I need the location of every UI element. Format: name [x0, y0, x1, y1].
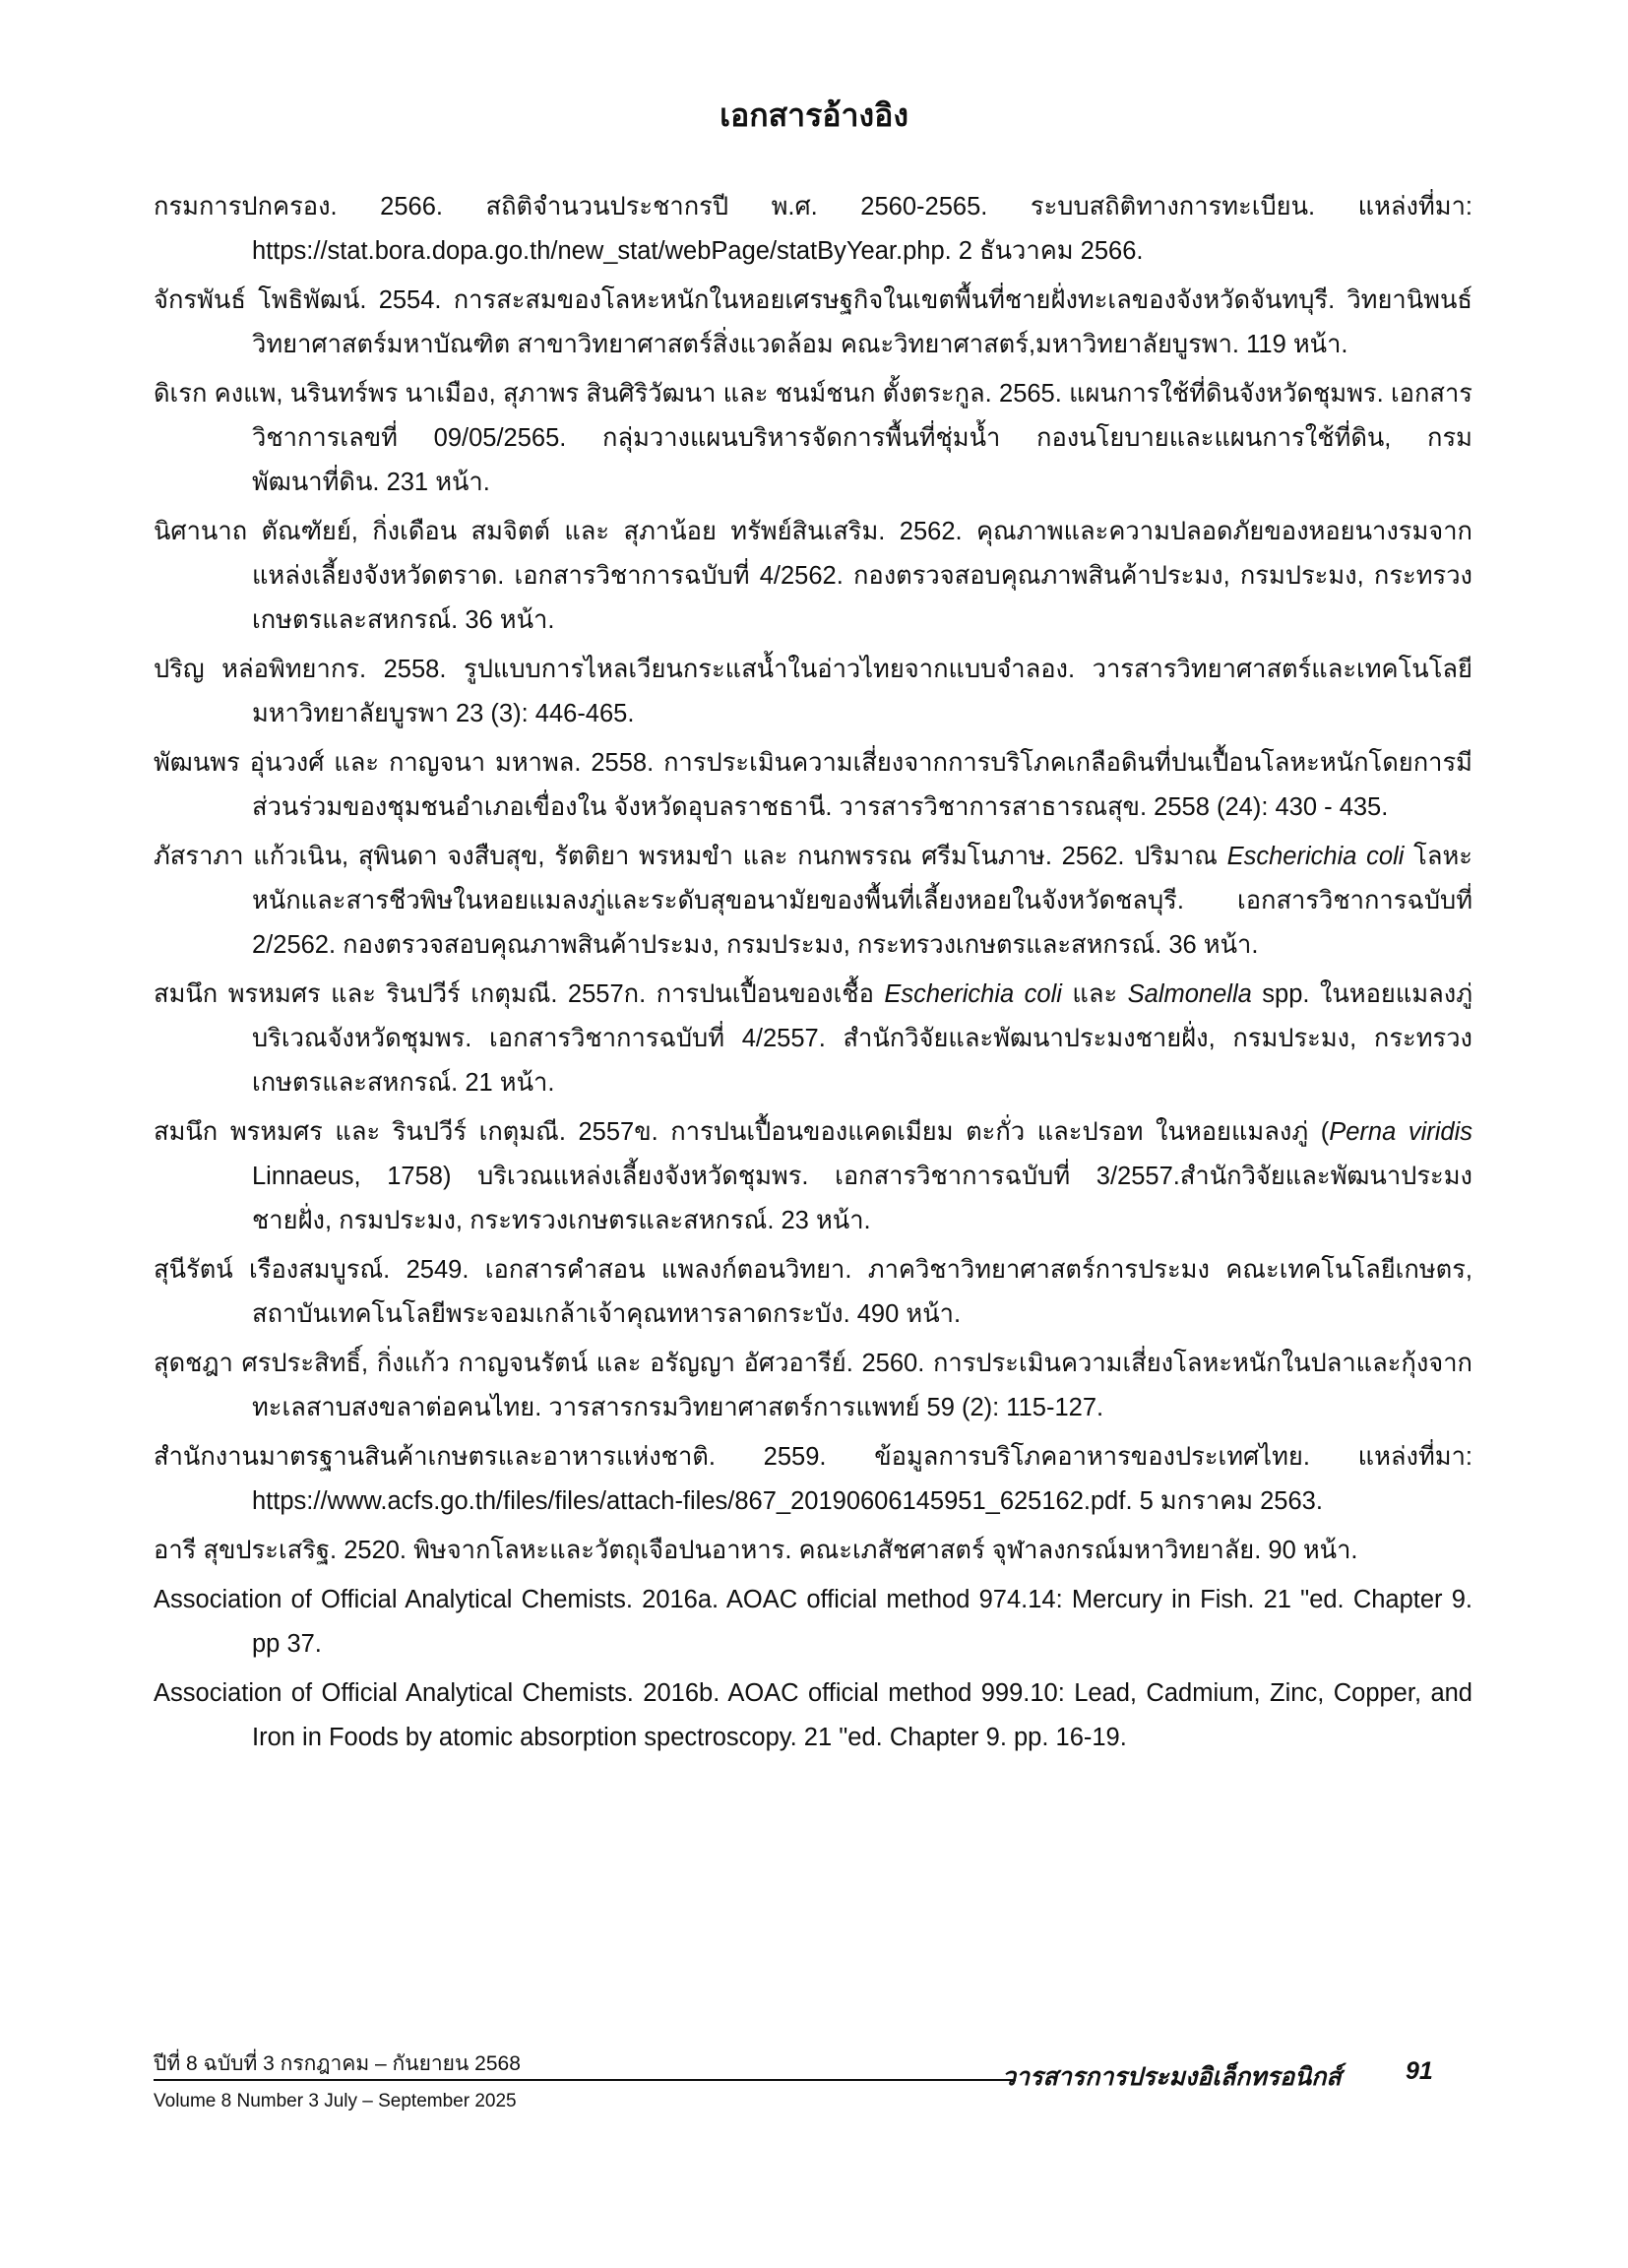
reference-entry: [154, 1248, 1472, 1337]
footer-divider: [154, 2079, 1016, 2081]
reference-entry: [154, 279, 1472, 367]
reference-entry: [154, 372, 1472, 505]
page-title: เอกสารอ้างอิง: [720, 97, 908, 133]
footer-journal-name: วารสารการประมงอิเล็กทรอนิกส์: [1002, 2063, 1342, 2091]
reference-text: สุนีรัตน์ เรืองสมบูรณ์. 2549. เอกสารคำสอน แพลงก์ตอนวิทยา. ภาควิชาวิทยาศาสตร์การประมง คณะเทคโนโลยีเกษตร, สถาบันเทคโนโลยีพระจอมเกล้าเจ้าคุณทหารลาดกระบัง. 490 หน้า.: [154, 1256, 1472, 1328]
reference-text: กรมการปกครอง. 2566. สถิติจำนวนประชากรปี พ.ศ. 2560-2565. ระบบสถิติทางการทะเบียน. แหล่งที่มา: https://stat.bora.dopa.go.th/new_stat/webPage/statByYear.php. 2 ธันวาคม 2566.: [154, 193, 1472, 265]
reference-text: ปริญ หล่อพิทยากร. 2558. รูปแบบการไหลเวียนกระแสน้ำในอ่าวไทยจากแบบจำลอง. วารสารวิทยาศาสตร์และเทคโนโลยี มหาวิทยาลัยบูรพา 23 (3): 446-465.: [154, 656, 1472, 727]
reference-italic-text: Salmonella: [1127, 980, 1252, 1008]
reference-italic-text: Escherichia coli: [1226, 843, 1405, 870]
page-number: 91: [1406, 2057, 1433, 2085]
reference-entry: [154, 973, 1472, 1105]
reference-text: สุดชฎา ศรประสิทธิ์, กิ่งแก้ว กาญจนรัตน์ และ อรัญญา อัศวอารีย์. 2560. การประเมินความเสี่ยงโลหะหนักในปลาและกุ้งจากทะเลสาบสงขลาต่อคนไทย. วารสารกรมวิทยาศาสตร์การแพทย์ 59 (2): 115-127.: [154, 1350, 1472, 1421]
reference-entry: [154, 1529, 1472, 1573]
reference-text: Linnaeus, 1758) บริเวณแหล่งเลี้ยงจังหวัดชุมพร. เอกสารวิชาการฉบับที่ 3/2557.สำนักวิจัยและพัฒนาประมงชายฝั่ง, กรมประมง, กระทรวงเกษตรและสหกรณ์. 23 หน้า.: [252, 1163, 1472, 1234]
reference-entry: [154, 1671, 1472, 1760]
reference-text: Association of Official Analytical Chemists. 2016a. AOAC official method 974.14: Mercury in Fish. 21 "ed. Chapter 9. pp 37.: [154, 1586, 1472, 1658]
reference-list: [154, 185, 1472, 1765]
reference-text: โลหะหนักและสารชีวพิษในหอยแมลงภู่และระดับสุขอนามัยของพื้นที่เลี้ยงหอยในจังหวัดชลบุรี. เอกสารวิชาการฉบับที่ 2/2562. กองตรวจสอบคุณภาพสินค้าประมง, กรมประมง, กระทรวงเกษตรและสหกรณ์. 36 หน้า.: [252, 843, 1472, 959]
reference-text: และ: [1061, 980, 1128, 1008]
reference-text: พัฒนพร อุ่นวงศ์ และ กาญจนา มหาพล. 2558. การประเมินความเสี่ยงจากการบริโภคเกลือดินที่ปนเปื้อนโลหะหนักโดยการมีส่วนร่วมของชุมชนอำเภอเขื่องใน จังหวัดอุบลราชธานี. วารสารวิชาการสาธารณสุข. 2558 (24): 430 - 435.: [154, 749, 1472, 821]
reference-entry: [154, 648, 1472, 736]
reference-text: สำนักงานมาตรฐานสินค้าเกษตรและอาหารแห่งชาติ. 2559. ข้อมูลการบริโภคอาหารของประเทศไทย. แหล่งที่มา: https://www.acfs.go.th/files/files/attach-files/867_20190606145951_625162.pdf. 5 มกราคม 2563.: [154, 1443, 1472, 1515]
reference-text: สมนึก พรหมศร และ รินปวีร์ เกตุมณี. 2557ข. การปนเปื้อนของแคดเมียม ตะกั่ว และปรอท ในหอยแมลงภู่ (: [154, 1118, 1330, 1146]
reference-text: นิศานาถ ตัณฑัยย์, กิ่งเดือน สมจิตต์ และ สุภาน้อย ทรัพย์สินเสริม. 2562. คุณภาพและความปลอดภัยของหอยนางรมจากแหล่งเลี้ยงจังหวัดตราด. เอกสารวิชาการฉบับที่ 4/2562. กองตรวจสอบคุณภาพสินค้าประมง, กรมประมง, กระทรวงเกษตรและสหกรณ์. 36 หน้า.: [154, 518, 1472, 634]
reference-text: สมนึก พรหมศร และ รินปวีร์ เกตุมณี. 2557ก. การปนเปื้อนของเชื้อ: [154, 980, 885, 1008]
reference-text: spp. ในหอยแมลงภู่ บริเวณจังหวัดชุมพร. เอกสารวิชาการฉบับที่ 4/2557. สำนักวิจัยและพัฒนาประมงชายฝั่ง, กรมประมง, กระทรวงเกษตรและสหกรณ์. 21 หน้า.: [252, 980, 1473, 1097]
reference-italic-text: Escherichia coli: [884, 980, 1062, 1008]
reference-entry: [154, 1342, 1472, 1430]
reference-entry: [154, 1578, 1472, 1667]
footer-issue-english: Volume 8 Number 3 July – September 2025: [154, 2091, 517, 2111]
reference-text: อารี สุขประเสริฐ. 2520. พิษจากโลหะและวัตถุเจือปนอาหาร. คณะเภสัชศาสตร์ จุฬาลงกรณ์มหาวิทยาลัย. 90 หน้า.: [154, 1537, 1358, 1564]
reference-entry: [154, 1110, 1472, 1243]
reference-text: ภัสราภา แก้วเนิน, สุพินดา จงสืบสุข, รัตติยา พรหมขำ และ กนกพรรณ ศรีมโนภาษ. 2562. ปริมาณ: [154, 843, 1227, 870]
reference-entry: [154, 185, 1472, 274]
reference-text: ดิเรก คงแพ, นรินทร์พร นาเมือง, สุภาพร สินศิริวัฒนา และ ชนม์ชนก ตั้งตระกูล. 2565. แผนการใช้ที่ดินจังหวัดชุมพร. เอกสารวิชาการเลขที่ 09/05/2565. กลุ่มวางแผนบริหารจัดการพื้นที่ชุ่มน้ำ กองนโยบายและแผนการใช้ที่ดิน, กรมพัฒนาที่ดิน. 231 หน้า.: [154, 380, 1472, 496]
reference-text: Association of Official Analytical Chemists. 2016b. AOAC official method 999.10: Lead, Cadmium, Zinc, Copper, and Iron in Foods by atomic absorption spectroscopy. 21 "ed. Chapter 9. pp. 16-19.: [154, 1679, 1472, 1751]
reference-entry: [154, 1435, 1472, 1524]
reference-text: จักรพันธ์ โพธิพัฒน์. 2554. การสะสมของโลหะหนักในหอยเศรษฐกิจในเขตพื้นที่ชายฝั่งทะเลของจังหวัดจันทบุรี. วิทยานิพนธ์วิทยาศาสตร์มหาบัณฑิต สาขาวิทยาศาสตร์สิ่งแวดล้อม คณะวิทยาศาสตร์,มหาวิทยาลัยบูรพา. 119 หน้า.: [154, 286, 1472, 358]
reference-entry: [154, 835, 1472, 968]
reference-italic-text: Perna viridis: [1329, 1118, 1472, 1146]
reference-entry: [154, 510, 1472, 643]
footer-issue-thai: ปีที่ 8 ฉบับที่ 3 กรกฎาคม – กันยายน 2568: [154, 2052, 521, 2075]
reference-entry: [154, 741, 1472, 830]
